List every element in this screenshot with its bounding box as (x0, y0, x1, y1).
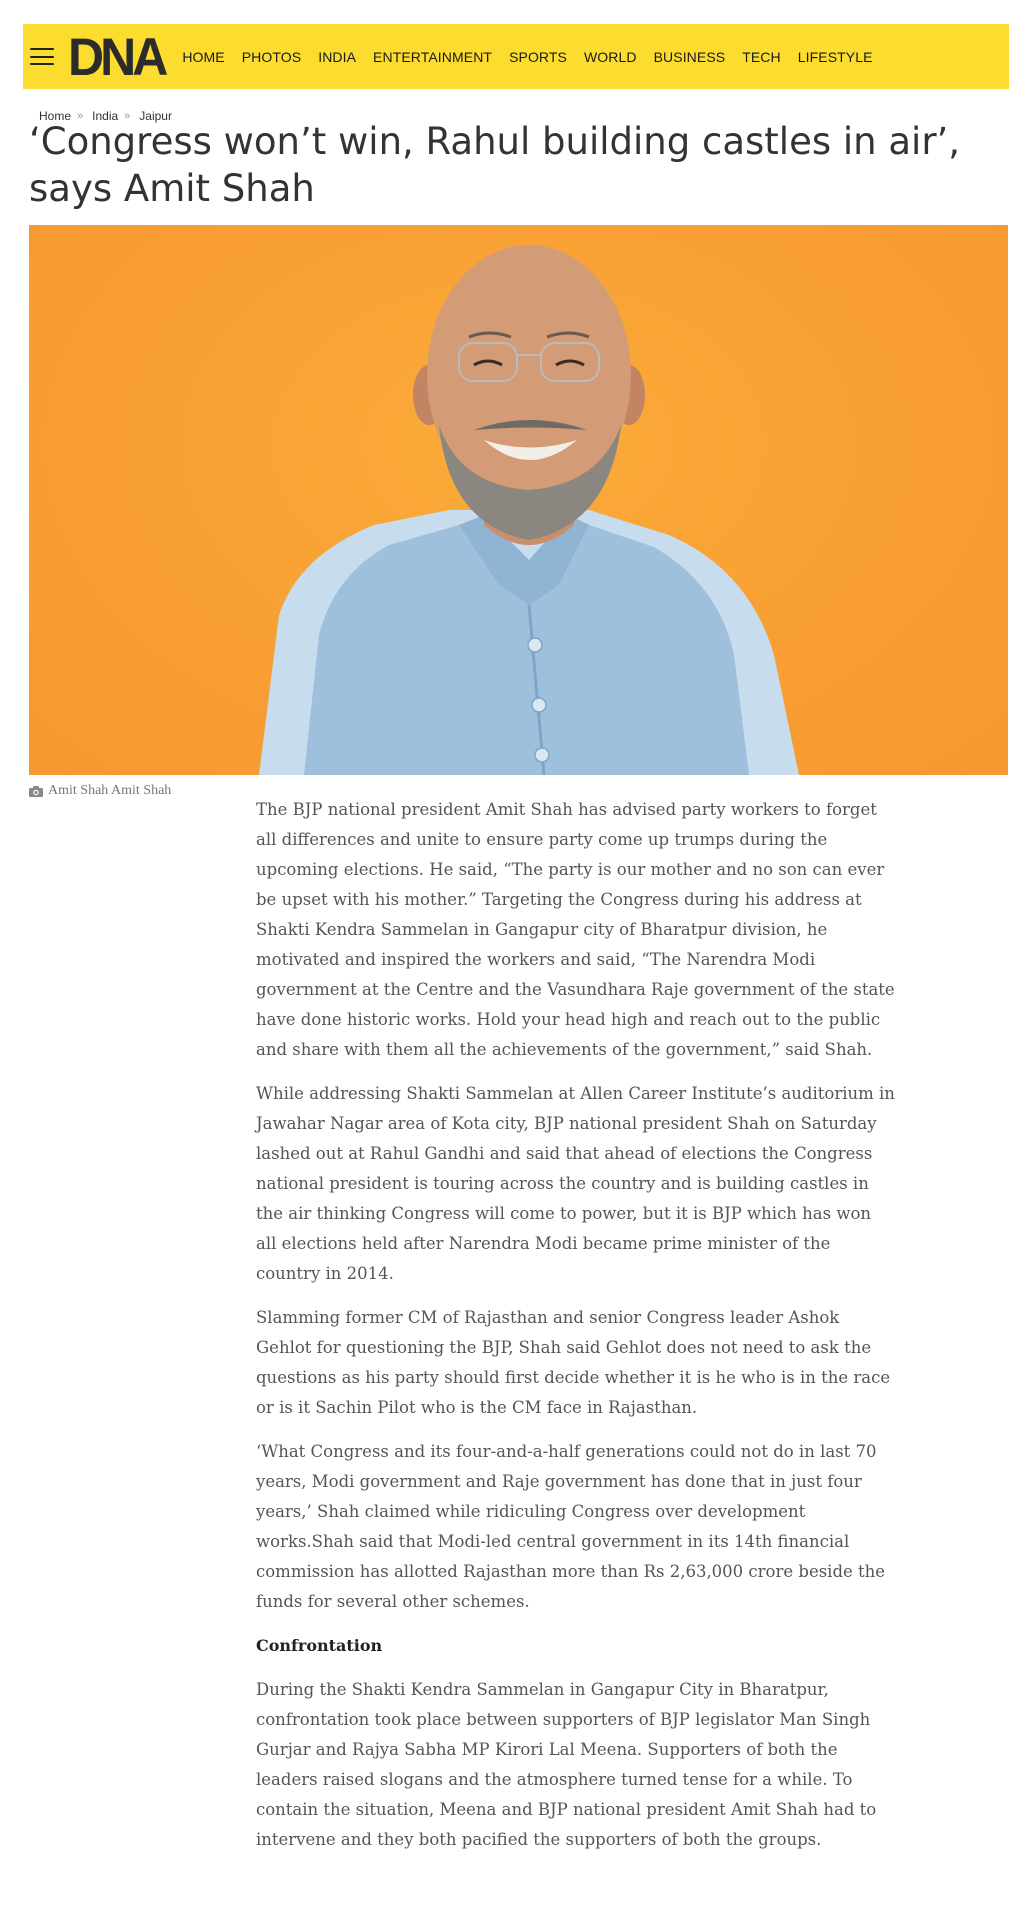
nav-world[interactable]: WORLD (583, 48, 637, 65)
image-caption (29, 783, 171, 799)
breadcrumb-india[interactable]: India (92, 109, 119, 123)
article-paragraph: During the Shakti Kendra Sammelan in Gangapur City in Bharatpur, confrontation took place between supporters of BJP legislator Man Singh Gurjar and Rajya Sabha MP Kirori Lal Meena. Supporters of both the leaders raised slogans and the atmosphere turned tense for a while. To contain the situation, Meena and BJP national president Amit Shah had to intervene and they both pacified the supporters of both the groups. (256, 1680, 877, 1849)
person-portrait (29, 225, 1008, 775)
site-logo[interactable]: DNA (68, 27, 165, 86)
article-subheading: Confrontation (256, 1636, 383, 1655)
nav-business[interactable]: BUSINESS (653, 48, 726, 65)
article-title: ‘Congress won’t win, Rahul building castles in air’, says Amit Shah (29, 120, 961, 210)
main-nav (182, 49, 889, 65)
breadcrumb-separator: » (124, 110, 131, 122)
nav-lifestyle[interactable]: LIFESTYLE (797, 48, 873, 65)
article-body (256, 795, 896, 1869)
nav-india[interactable]: INDIA (318, 48, 357, 65)
menu-icon[interactable] (30, 48, 54, 65)
site-header (23, 24, 1009, 89)
article-hero-image (29, 225, 1008, 775)
breadcrumb-jaipur[interactable]: Jaipur (139, 109, 172, 123)
article-paragraph: Slamming former CM of Rajasthan and senior Congress leader Ashok Gehlot for questioning the BJP, Shah said Gehlot does not need to ask the questions as his party should first decide whether it is he who is in the race or is it Sachin Pilot who is the CM face in Rajasthan. (256, 1308, 891, 1417)
breadcrumb-home[interactable]: Home (39, 109, 72, 123)
breadcrumb-separator: » (77, 110, 84, 122)
nav-entertainment[interactable]: ENTERTAINMENT (373, 48, 493, 65)
nav-photos[interactable]: PHOTOS (241, 48, 302, 65)
article-paragraph: ‘What Congress and its four-and-a-half generations could not do in last 70 years, Modi government and Raje government has done that in just four years,’ Shah claimed while ridiculing Congress over development works.Shah said that Modi-led central government in its 14th financial commission has allotted Rajasthan more than Rs 2,63,000 crore beside the funds for several other schemes. (256, 1442, 886, 1611)
article-paragraph: The BJP national president Amit Shah has advised party workers to forget all differences and unite to ensure party come up trumps during the upcoming elections. He said, “The party is our mother and no son can ever be upset with his mother.” Targeting the Congress during his address at Shakti Kendra Sammelan in Gangapur city of Bharatpur division, he motivated and inspired the workers and said, “The Narendra Modi government at the Centre and the Vasundhara Raje government of the state have done historic works. Hold your head high and reach out to the public and share with them all the achievements of the government,” said Shah. (256, 800, 895, 1059)
nav-home[interactable]: HOME (182, 48, 225, 65)
nav-tech[interactable]: TECH (742, 48, 781, 65)
image-caption-text: Amit Shah Amit Shah (48, 783, 172, 798)
camera-icon (29, 786, 43, 797)
nav-sports[interactable]: SPORTS (509, 48, 567, 65)
article-paragraph: While addressing Shakti Sammelan at Allen Career Institute’s auditorium in Jawahar Nagar area of Kota city, BJP national president Shah on Saturday lashed out at Rahul Gandhi and said that ahead of elections the Congress national president is touring across the country and is building castles in the air thinking Congress will come to power, but it is BJP which has won all elections held after Narendra Modi became prime minister of the country in 2014. (256, 1084, 895, 1283)
